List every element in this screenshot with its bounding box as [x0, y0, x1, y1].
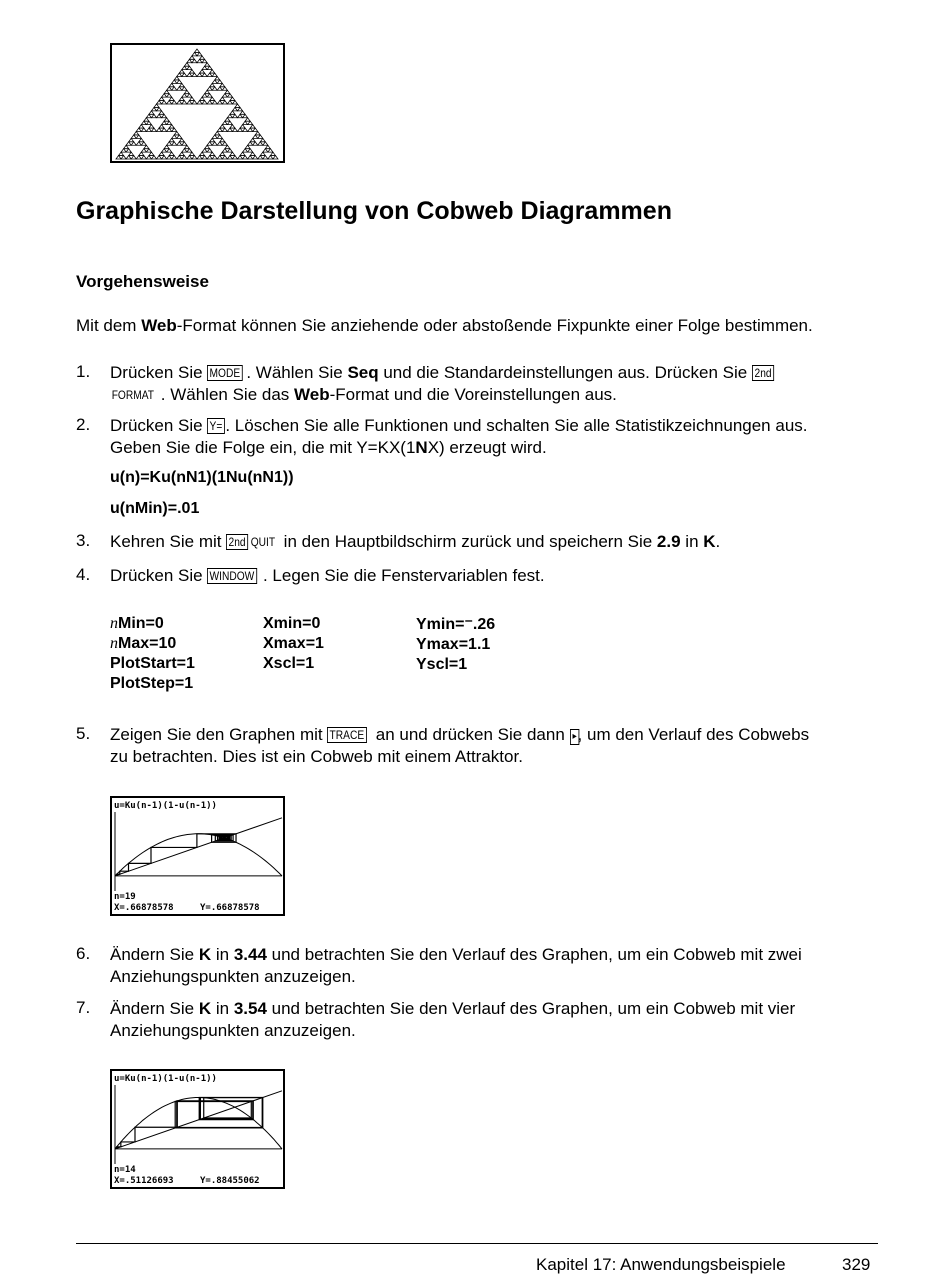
- sierpinski-cell: [131, 135, 136, 138]
- sierpinski-cell: [227, 121, 232, 124]
- sierpinski-cell: [220, 83, 225, 86]
- sierpinski-cell: [179, 83, 184, 86]
- sierpinski-cell: [207, 87, 212, 90]
- cobweb-attractor-screenshot: [110, 796, 285, 916]
- sierpinski-cell: [146, 128, 151, 131]
- sierpinski-cell: [232, 128, 237, 131]
- sierpinski-cell: [131, 142, 136, 145]
- sierpinski-cell: [172, 142, 177, 145]
- sierpinski-cell: [192, 52, 197, 55]
- sierpinski-cell: [230, 97, 235, 100]
- step-1-text: Drücken Sie MODE . Wählen Sie Seq und die Standardeinstellungen aus. Drücken Sie 2nd FORMAT . Wählen Sie das Web-Format und die Voreinstellungen aus.: [110, 362, 890, 406]
- sierpinski-cell: [121, 149, 126, 152]
- sierpinski-cell: [192, 59, 197, 62]
- parabola-curve: [115, 1098, 282, 1149]
- step-number: 7.: [76, 998, 91, 1017]
- parabola-curve: [115, 834, 282, 876]
- sierpinski-cell: [187, 156, 192, 159]
- second-key: 2nd: [752, 365, 774, 381]
- screen-x-value: X=.51126693: [114, 1176, 174, 1186]
- sierpinski-cell: [217, 101, 222, 104]
- sierpinski-cell: [141, 156, 146, 159]
- sierpinski-cell: [164, 90, 169, 93]
- sierpinski-cell: [144, 118, 149, 121]
- sierpinski-cell: [222, 128, 227, 131]
- sierpinski-cell: [210, 138, 215, 141]
- sierpinski-cell: [202, 59, 207, 62]
- sierpinski-cell: [177, 80, 182, 83]
- section-heading: Vorgehensweise: [76, 272, 209, 291]
- sierpinski-cell: [182, 142, 187, 145]
- sierpinski-cell: [265, 145, 270, 148]
- sierpinski-cell: [220, 97, 225, 100]
- sierpinski-cell: [194, 49, 199, 52]
- sierpinski-cell: [177, 87, 182, 90]
- quit-key: QUIT: [250, 535, 276, 549]
- sierpinski-cell: [232, 107, 237, 110]
- sierpinski-cell: [222, 156, 227, 159]
- sierpinski-cell: [151, 107, 156, 110]
- sierpinski-cell: [192, 156, 197, 159]
- sierpinski-cell: [141, 149, 146, 152]
- sierpinski-cell: [222, 149, 227, 152]
- sierpinski-cell: [253, 156, 258, 159]
- sierpinski-cell: [162, 114, 167, 117]
- sierpinski-cell: [217, 128, 222, 131]
- screen-formula: u=Ku(n-1)(1-u(n-1)): [114, 801, 217, 811]
- sierpinski-cell: [189, 152, 194, 155]
- sierpinski-cell: [187, 101, 192, 104]
- sierpinski-cell: [250, 125, 255, 128]
- sierpinski-cell: [212, 73, 217, 76]
- sierpinski-cell: [202, 149, 207, 152]
- sierpinski-cell: [258, 142, 263, 145]
- sierpinski-cell: [162, 121, 167, 124]
- sierpinski-cell: [225, 145, 230, 148]
- sierpinski-cell: [141, 128, 146, 131]
- sierpinski-cell: [134, 132, 139, 135]
- sierpinski-cell: [162, 128, 167, 131]
- sierpinski-cell: [172, 135, 177, 138]
- sierpinski-cell: [179, 152, 184, 155]
- sierpinski-cell: [197, 101, 202, 104]
- sierpinski-cell: [126, 149, 131, 152]
- sierpinski-cell: [268, 149, 273, 152]
- right-arrow-key: ▸: [570, 729, 579, 745]
- sierpinski-cell: [139, 152, 144, 155]
- sierpinski-cell: [182, 94, 187, 97]
- page-title: Graphische Darstellung von Cobweb Diagrammen: [76, 197, 672, 225]
- sierpinski-cell: [177, 135, 182, 138]
- sierpinski-cell: [253, 135, 258, 138]
- sierpinski-cell: [157, 101, 162, 104]
- sierpinski-cell: [240, 152, 245, 155]
- sierpinski-cell: [200, 97, 205, 100]
- sierpinski-cell: [151, 114, 156, 117]
- sierpinski-cell: [184, 63, 189, 66]
- sierpinski-cell: [197, 156, 202, 159]
- sierpinski-cell: [215, 77, 220, 80]
- sierpinski-cell: [202, 156, 207, 159]
- sierpinski-cell: [169, 97, 174, 100]
- sierpinski-cell: [169, 152, 174, 155]
- sierpinski-cell: [240, 125, 245, 128]
- sierpinski-cell: [255, 132, 260, 135]
- sierpinski-cell: [149, 125, 154, 128]
- sierpinski-cell: [119, 152, 124, 155]
- sierpinski-cell: [174, 77, 179, 80]
- sierpinski-cell: [210, 152, 215, 155]
- sierpinski-cell: [159, 152, 164, 155]
- sierpinski-cell: [167, 156, 172, 159]
- sierpinski-cell: [227, 128, 232, 131]
- sierpinski-cell: [167, 94, 172, 97]
- sierpinski-cell: [184, 90, 189, 93]
- sierpinski-cell: [207, 94, 212, 97]
- sierpinski-cell: [177, 142, 182, 145]
- sierpinski-cell: [243, 149, 248, 152]
- sierpinski-cell: [245, 145, 250, 148]
- sierpinski-cell: [207, 142, 212, 145]
- sierpinski-cell: [220, 138, 225, 141]
- window-vars-col3: Ymin=⁻.26 Ymax=1.1 Yscl=1: [416, 616, 496, 673]
- sierpinski-cell: [146, 156, 151, 159]
- sierpinski-cell: [227, 156, 232, 159]
- sierpinski-cell: [232, 101, 237, 104]
- sierpinski-cell: [131, 156, 136, 159]
- step-2-text: Drücken Sie Y= . Löschen Sie alle Funktionen und schalten Sie alle Statistikzeichnungen aus. Geben Sie die Folge ein, die mit Y=KX(1NX) erzeugt wird.: [110, 416, 808, 457]
- sierpinski-cell: [238, 156, 243, 159]
- sierpinski-cell: [238, 128, 243, 131]
- sierpinski-cell: [212, 142, 217, 145]
- sierpinski-cell: [225, 90, 230, 93]
- sierpinski-cell: [164, 145, 169, 148]
- sierpinski-cell: [227, 94, 232, 97]
- sierpinski-cell: [220, 152, 225, 155]
- sierpinski-cell: [159, 125, 164, 128]
- sierpinski-cell: [162, 149, 167, 152]
- screen-y-value: Y=.66878578: [200, 903, 260, 913]
- sierpinski-cell: [169, 138, 174, 141]
- screen-formula: u=Ku(n-1)(1-u(n-1)): [114, 1074, 217, 1084]
- sierpinski-cell: [187, 59, 192, 62]
- sierpinski-cell: [230, 111, 235, 114]
- sierpinski-cell: [230, 152, 235, 155]
- sierpinski-cell: [263, 142, 268, 145]
- sierpinski-cell: [227, 149, 232, 152]
- sierpinski-cell: [172, 87, 177, 90]
- sierpinski-cell: [250, 152, 255, 155]
- step-5-text: Zeigen Sie den Graphen mit TRACE an und drücken Sie dann ▸, um den Verlauf des Cobwebs zu betrachten. Dies ist ein Cobweb mit einem Attraktor.: [110, 725, 810, 766]
- sierpinski-cell: [217, 80, 222, 83]
- sierpinski-cell: [205, 90, 210, 93]
- sierpinski-cell: [116, 156, 121, 159]
- sierpinski-cell: [151, 128, 156, 131]
- sierpinski-cell: [172, 101, 177, 104]
- sierpinski-cell: [149, 152, 154, 155]
- sierpinski-cell: [232, 156, 237, 159]
- sierpinski-cell: [230, 125, 235, 128]
- sierpinski-cell: [177, 101, 182, 104]
- sierpinski-cell: [202, 66, 207, 69]
- sierpinski-cell: [179, 97, 184, 100]
- step-number: 2.: [76, 415, 91, 434]
- diagonal-line: [115, 1091, 282, 1149]
- screen-n-value: n=19: [114, 892, 136, 902]
- sierpinski-cell: [141, 142, 146, 145]
- sierpinski-cell: [243, 156, 248, 159]
- sierpinski-cell: [243, 128, 248, 131]
- sierpinski-cell: [235, 104, 240, 107]
- sierpinski-cell: [222, 142, 227, 145]
- sierpinski-cell: [151, 156, 156, 159]
- step-number: 6.: [76, 944, 91, 963]
- diagonal-line: [115, 818, 282, 876]
- sierpinski-cell: [210, 83, 215, 86]
- sierpinski-cell: [167, 121, 172, 124]
- sierpinski-cell: [212, 156, 217, 159]
- sierpinski-cell: [263, 149, 268, 152]
- sierpinski-cell: [217, 156, 222, 159]
- step-number: 4.: [76, 565, 91, 584]
- sierpinski-cell: [202, 94, 207, 97]
- sierpinski-cell: [238, 114, 243, 117]
- sierpinski-cell: [253, 142, 258, 145]
- sierpinski-cell: [136, 128, 141, 131]
- sierpinski-cell: [121, 156, 126, 159]
- sierpinski-cell: [146, 121, 151, 124]
- sierpinski-cell: [177, 73, 182, 76]
- sierpinski-cell: [179, 138, 184, 141]
- sierpinski-cell: [260, 138, 265, 141]
- sierpinski-cell: [245, 118, 250, 121]
- sierpinski-cell: [222, 87, 227, 90]
- sierpinski-cell: [192, 101, 197, 104]
- sierpinski-cell: [172, 156, 177, 159]
- screen-y-value: Y=.88455062: [200, 1176, 260, 1186]
- sequence-formula: u(n)=Ku(nN1)(1Nu(nN1)): [110, 469, 294, 486]
- sierpinski-cell: [182, 66, 187, 69]
- sierpinski-cell: [253, 128, 258, 131]
- step-4-text: Drücken Sie WINDOW . Legen Sie die Fenstervariablen fest.: [110, 566, 545, 585]
- sierpinski-cell: [141, 121, 146, 124]
- screen-n-value: n=14: [114, 1165, 136, 1175]
- sierpinski-cell: [169, 125, 174, 128]
- sierpinski-cell: [197, 52, 202, 55]
- sierpinski-cell: [189, 56, 194, 59]
- sierpinski-cell: [263, 156, 268, 159]
- sierpinski-cell: [157, 128, 162, 131]
- sierpinski-cell: [182, 73, 187, 76]
- sierpinski-cell: [136, 156, 141, 159]
- sierpinski-cell: [162, 101, 167, 104]
- sierpinski-cell: [189, 97, 194, 100]
- format-key: FORMAT: [111, 388, 155, 402]
- sierpinski-cell: [172, 128, 177, 131]
- sierpinski-cell: [200, 152, 205, 155]
- sierpinski-cell: [146, 149, 151, 152]
- sierpinski-cell: [154, 104, 159, 107]
- sierpinski-cell: [268, 156, 273, 159]
- screen-x-value: X=.66878578: [114, 903, 174, 913]
- sierpinski-screenshot: [110, 43, 285, 163]
- sierpinski-cell: [162, 94, 167, 97]
- sierpinski-cell: [157, 114, 162, 117]
- sierpinski-cell: [222, 121, 227, 124]
- sierpinski-cell: [217, 87, 222, 90]
- sierpinski-cell: [240, 111, 245, 114]
- sierpinski-cell: [167, 142, 172, 145]
- sierpinski-cell: [157, 107, 162, 110]
- sierpinski-cell: [200, 56, 205, 59]
- sierpinski-cell: [167, 149, 172, 152]
- sierpinski-cell: [149, 111, 154, 114]
- step-3-text: Kehren Sie mit 2nd QUIT in den Hauptbildschirm zurück und speichern Sie 2.9 in K.: [110, 532, 721, 551]
- sierpinski-cell: [215, 132, 220, 135]
- sierpinski-cell: [182, 156, 187, 159]
- sierpinski-cell: [258, 135, 263, 138]
- sierpinski-pattern: [116, 49, 278, 159]
- sierpinski-cell: [187, 149, 192, 152]
- sierpinski-cell: [248, 128, 253, 131]
- sierpinski-cell: [270, 152, 275, 155]
- second-key: 2nd: [226, 534, 248, 550]
- sierpinski-cell: [126, 142, 131, 145]
- sierpinski-cell: [184, 145, 189, 148]
- sierpinski-cell: [162, 156, 167, 159]
- sierpinski-cell: [238, 107, 243, 110]
- sierpinski-cell: [250, 138, 255, 141]
- sierpinski-cell: [177, 156, 182, 159]
- sierpinski-cell: [189, 70, 194, 73]
- sierpinski-cell: [159, 97, 164, 100]
- sierpinski-cell: [167, 128, 172, 131]
- trace-key: TRACE: [327, 727, 367, 743]
- sierpinski-cell: [159, 111, 164, 114]
- sierpinski-cell: [139, 125, 144, 128]
- sierpinski-cell: [248, 121, 253, 124]
- sierpinski-cell: [205, 145, 210, 148]
- sierpinski-cell: [212, 101, 217, 104]
- y-equals-key: Y=: [207, 418, 225, 434]
- sierpinski-cell: [248, 156, 253, 159]
- sierpinski-cell: [207, 101, 212, 104]
- sierpinski-cell: [136, 135, 141, 138]
- intro-paragraph: Mit dem Web-Format können Sie anziehende oder abstoßende Fixpunkte einer Folge bestimmen.: [76, 316, 813, 335]
- sierpinski-cell: [129, 138, 134, 141]
- sierpinski-cell: [164, 118, 169, 121]
- sierpinski-cell: [144, 145, 149, 148]
- sierpinski-cell: [207, 73, 212, 76]
- sierpinski-cell: [210, 97, 215, 100]
- sierpinski-cell: [220, 125, 225, 128]
- sierpinski-cell: [187, 94, 192, 97]
- sierpinski-cell: [260, 152, 265, 155]
- sierpinski-cell: [139, 138, 144, 141]
- window-key: WINDOW: [207, 568, 257, 584]
- mode-key: MODE: [207, 365, 243, 381]
- sierpinski-cell: [225, 118, 230, 121]
- sierpinski-cell: [169, 83, 174, 86]
- sierpinski-cell: [167, 87, 172, 90]
- sierpinski-cell: [217, 135, 222, 138]
- sierpinski-cell: [227, 101, 232, 104]
- step-number: 5.: [76, 724, 91, 743]
- sierpinski-cell: [202, 101, 207, 104]
- sierpinski-cell: [182, 101, 187, 104]
- window-vars-col2: Xmin=0 Xmax=1 Xscl=1: [263, 615, 324, 672]
- sierpinski-cell: [243, 121, 248, 124]
- sierpinski-cell: [207, 149, 212, 152]
- page-number: 329: [842, 1255, 871, 1274]
- sierpinski-cell: [187, 73, 192, 76]
- sierpinski-cell: [207, 66, 212, 69]
- cobweb-four-attractors-screenshot: [110, 1069, 285, 1189]
- sierpinski-cell: [205, 63, 210, 66]
- sierpinski-cell: [197, 59, 202, 62]
- sierpinski-cell: [197, 73, 202, 76]
- sierpinski-cell: [210, 70, 215, 73]
- sierpinski-cell: [187, 66, 192, 69]
- sierpinski-cell: [212, 135, 217, 138]
- sierpinski-cell: [124, 145, 129, 148]
- step-6-text: Ändern Sie K in 3.44 und betrachten Sie den Verlauf des Graphen, um ein Cobweb mit zwei Anziehungspunkten anzuzeigen.: [110, 945, 802, 986]
- sierpinski-cell: [129, 152, 134, 155]
- sierpinski-cell: [200, 70, 205, 73]
- sierpinski-cell: [157, 156, 162, 159]
- sierpinski-cell: [248, 149, 253, 152]
- sierpinski-cell: [136, 142, 141, 145]
- sierpinski-cell: [202, 73, 207, 76]
- sierpinski-cell: [217, 142, 222, 145]
- sierpinski-cell: [222, 101, 227, 104]
- sierpinski-cell: [212, 87, 217, 90]
- sierpinski-cell: [243, 114, 248, 117]
- sierpinski-cell: [146, 114, 151, 117]
- footer-rule: [76, 1243, 878, 1244]
- step-7-text: Ändern Sie K in 3.54 und betrachten Sie den Verlauf des Graphen, um ein Cobweb mit vier Anziehungspunkten anzuzeigen.: [110, 999, 796, 1040]
- sierpinski-cell: [273, 156, 278, 159]
- sequence-initial-value: u(nMin)=.01: [110, 500, 200, 517]
- sierpinski-cell: [232, 114, 237, 117]
- sierpinski-cell: [222, 94, 227, 97]
- sierpinski-cell: [174, 132, 179, 135]
- sierpinski-cell: [172, 80, 177, 83]
- step-number: 3.: [76, 531, 91, 550]
- sierpinski-cell: [182, 149, 187, 152]
- sierpinski-cell: [248, 142, 253, 145]
- sierpinski-cell: [179, 70, 184, 73]
- window-vars-col1: nMin=0 nMax=10 PlotStart=1 PlotStep=1: [110, 615, 195, 692]
- step-number: 1.: [76, 362, 91, 381]
- sierpinski-cell: [192, 73, 197, 76]
- sierpinski-cell: [126, 156, 131, 159]
- sierpinski-cell: [182, 87, 187, 90]
- footer-chapter: Kapitel 17: Anwendungsbeispiele: [536, 1255, 786, 1274]
- sierpinski-cell: [167, 101, 172, 104]
- sierpinski-cell: [258, 156, 263, 159]
- sierpinski-cell: [207, 156, 212, 159]
- sierpinski-cell: [227, 114, 232, 117]
- sierpinski-cell: [212, 80, 217, 83]
